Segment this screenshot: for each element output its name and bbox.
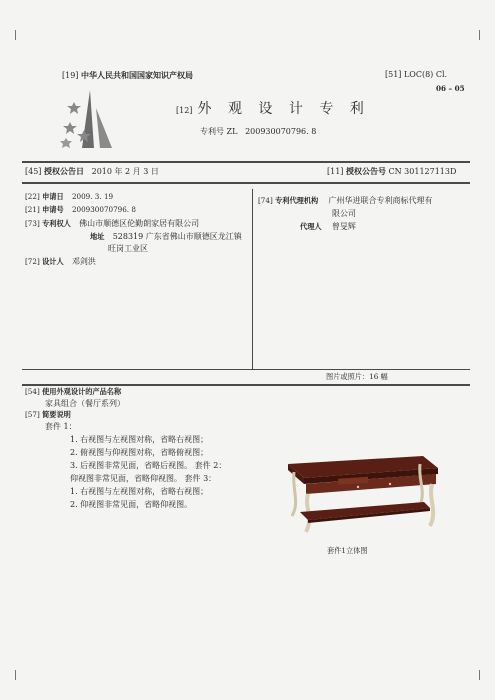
document-title (176, 98, 370, 118)
divider (22, 384, 470, 386)
owner-code: [73] (25, 219, 40, 228)
crop-mark (479, 670, 480, 680)
agency-line1: 广州华进联合专利商标代理有 (328, 196, 433, 205)
app-no-code: [21] (25, 205, 40, 214)
brief-line: 1. 右视图与左视图对称，省略右视图； (70, 435, 209, 444)
brief-line: 套件 1： (45, 422, 77, 431)
divider (22, 182, 470, 184)
agency-row (258, 195, 433, 206)
grant-date-code: [45] (25, 167, 42, 176)
address-label: 地址 (90, 232, 105, 241)
crop-mark (15, 30, 16, 40)
patent-number (200, 126, 316, 137)
brief-line: 仰视图非常见面，省略仰视图。 套件 3： (70, 474, 217, 483)
brief-label: 简要说明 (42, 410, 71, 419)
divider (22, 369, 470, 370)
figures-count: 图片或照片：16 幅 (326, 372, 388, 381)
app-no-value: 200930070796. 8 (71, 205, 136, 214)
brief-line: 2. 俯视图与仰视图对称，省略俯视图； (70, 448, 209, 457)
app-no-label: 申请号 (42, 205, 64, 214)
app-date-row (25, 192, 113, 202)
office-code: [19] (62, 71, 79, 80)
agent-label: 代理人 (300, 222, 322, 231)
product-use-row (25, 387, 121, 397)
app-no-row (25, 205, 136, 215)
brief-line: 2. 仰视图非常见面，省略仰视图。 (70, 500, 193, 509)
product-name: 家具组合（餐厅系列） (45, 399, 125, 408)
patent-number-value: 200930070796. 8 (245, 127, 317, 136)
brief-code: [57] (25, 410, 40, 419)
column-divider (252, 189, 253, 369)
use-code: [54] (25, 387, 40, 396)
app-date-label: 申请日 (42, 192, 64, 201)
agency-code: [74] (258, 196, 273, 205)
agency-line2: 限公司 (332, 209, 356, 218)
agent-value: 曾旻辉 (331, 222, 356, 231)
grant-no-code: [11] (327, 167, 344, 176)
grant-number (327, 166, 456, 177)
use-label: 使用外观设计的产品名称 (42, 387, 122, 396)
brief-desc-header (25, 410, 71, 420)
owner-value: 佛山市顺德区伦勤朗家居有限公司 (79, 219, 200, 228)
loc-classification: [51] LOC(8) Cl. (385, 70, 448, 79)
figure-caption: 套件1立体图 (327, 546, 368, 555)
brief-line: 1. 右视图与左视图对称，省略右视图； (70, 487, 209, 496)
address-line2: 旺岗工业区 (108, 244, 148, 253)
patent-number-label: 专利号 ZL (200, 127, 238, 136)
grant-no-label: 授权公告号 (345, 166, 386, 176)
owner-row (25, 218, 199, 229)
designer-label: 设计人 (42, 257, 64, 266)
app-date-value: 2009. 3. 19 (71, 192, 114, 201)
app-date-code: [22] (25, 192, 40, 201)
loc-class-value: 06 – 05 (436, 84, 465, 93)
doc-type-code: [12] (176, 106, 193, 115)
designer-code: [72] (25, 257, 40, 266)
doc-type: 外 观 设 计 专 利 (197, 101, 370, 117)
owner-label: 专利权人 (42, 219, 71, 228)
sipo-logo-icon (60, 88, 130, 150)
grant-date-label: 授权公告日 (43, 166, 84, 176)
office-name: 中华人民共和国国家知识产权局 (80, 70, 193, 80)
grant-date-value: 2010 年 2 月 3 日 (91, 167, 159, 176)
brief-line: 3. 后视图非常见面，省略后视图。 套件 2： (70, 461, 227, 470)
divider (22, 161, 470, 163)
crop-mark (15, 670, 16, 680)
office-header (62, 70, 193, 81)
address-row (90, 231, 242, 242)
designer-row (25, 256, 96, 267)
agent-row (300, 221, 356, 232)
agency-label: 专利代理机构 (275, 196, 319, 205)
grant-no-value: CN 301127113D (388, 167, 457, 176)
designer-value: 邓剑洪 (71, 257, 96, 266)
grant-date (25, 166, 159, 177)
address-line1: 528319 广东省佛山市顺德区龙江镇 (112, 232, 242, 241)
desk-illustration (278, 450, 443, 540)
crop-mark (479, 30, 480, 40)
